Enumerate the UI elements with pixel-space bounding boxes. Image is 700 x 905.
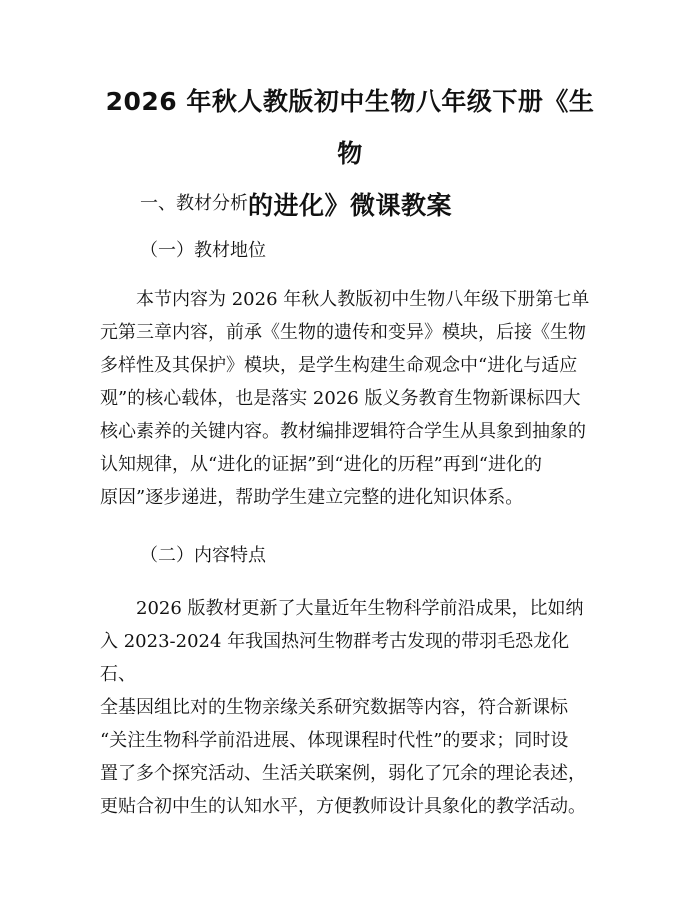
paragraph-content-features: 2026 版教材更新了大量近年生物科学前沿成果，比如纳 入 2023-2024 年我国热河生物群考古发现的带羽毛恐龙化石、 全基因组比对的生物亲缘关系研究数据等内容，符合新课标 “关注生物科学前沿进展、体现课程时代性”的要求；同时设 置了多个探究活动、生活关联案例，弱化了冗余的理论表述， 更贴合初中生的认知水平，方便教师设计具象化的教学活动。 <box>100 598 586 817</box>
document-title: 2026 年秋人教版初中生物八年级下册《生物 的进化》微课教案 <box>105 87 595 220</box>
section-heading-textbook-analysis: 一、教材分析 <box>140 193 248 214</box>
paragraph-textbook-position: 本节内容为 2026 年秋人教版初中生物八年级下册第七单 元第三章内容，前承《生物的遗传和变异》模块，后接《生物 多样性及其保护》模块，是学生构建生命观念中“进化与适应 观”的核心载体，也是落实 2026 版义务教育生物新课标四大 核心素养的关键内容。教材编排逻辑符合学生从具象到抽象的 认知规律，从“进化的证据”到“进化的历程”再到“进化的 原因”逐步递进，帮助学生建立完整的进化知识体系。 <box>100 289 590 508</box>
subsection-heading-textbook-position: （一）教材地位 <box>140 240 266 261</box>
subsection-heading-content-features: （二）内容特点 <box>140 545 266 566</box>
